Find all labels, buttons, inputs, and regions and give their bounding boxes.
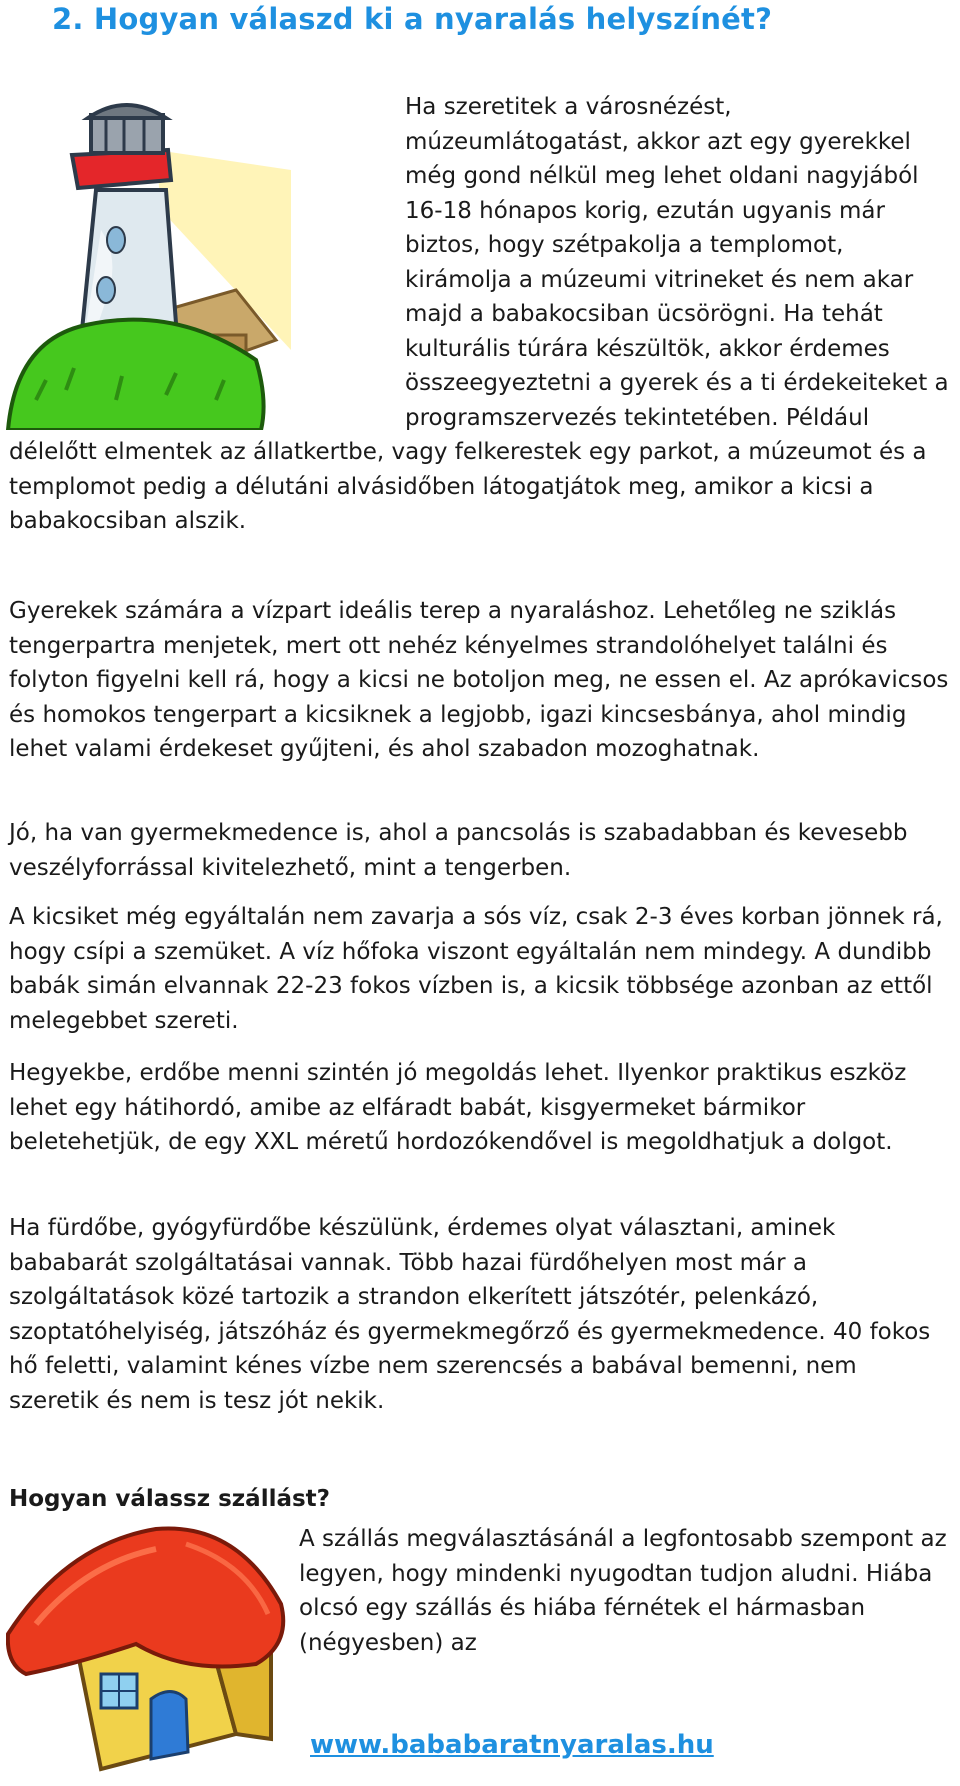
paragraph-kids-pool: Jó, ha van gyermekmedence is, ahol a pancsolás is szabadabban és kevesebb veszélyforrással kivitelezhető, mint a tengerben. xyxy=(9,820,908,881)
paragraph-mountains: Hegyekbe, erdőbe menni szintén jó megoldás lehet. Ilyenkor praktikus eszköz lehet egy hátihordó, amibe az elfáradt babát, kisgyermeket bármikor beletehetjük, de egy XXL méretű hordozókendővel is megoldhatjuk a dolgot. xyxy=(9,1060,907,1155)
section-title: 2. Hogyan válaszd ki a nyaralás helyszínét? xyxy=(52,2,773,36)
footer-website-link[interactable]: www.bababaratnyaralas.hu xyxy=(310,1730,714,1760)
paragraph-text: A szállás megválasztásánál a legfontosabb szempont az legyen, hogy mindenki nyugodtan tudjon aludni. Hiába olcsó egy szállás és hiába férnétek el hármasban (négyesben) az xyxy=(299,1526,947,1656)
paragraph-city-sightseeing xyxy=(9,90,949,539)
paragraph-salt-water: A kicsiket még egyáltalán nem zavarja a sós víz, csak 2-3 éves korban jönnek rá, hogy csípi a szemüket. A víz hőfoka viszont egyáltalán nem mindegy. A dundibb babák simán elvannak 22-23 fokos vízben is, a kicsik többsége azonban az ettől melegebbet szereti. xyxy=(9,904,943,1034)
image-spacer xyxy=(9,1522,299,1662)
paragraph-spa: Ha fürdőbe, gyógyfürdőbe készülünk, érdemes olyat választani, aminek bababarát szolgáltatásai vannak. Több hazai fürdőhelyen most már a szolgáltatások közé tartozik a strandon elkerített játszótér, pelenkázó, szoptatóhelyiség, játszóház és gyermekmegőrző és gyermekmedence. 40 fokos hő feletti, valamint kénes vízbe nem szerencsés a babával bemenni, nem szeretik és nem is tesz jót nekik. xyxy=(9,1215,931,1414)
accommodation-heading: Hogyan válassz szállást? xyxy=(9,1486,331,1512)
paragraph-accommodation xyxy=(9,1522,949,1662)
image-spacer xyxy=(9,90,405,435)
paragraph-waterside: Gyerekek számára a vízpart ideális terep a nyaraláshoz. Lehetőleg ne sziklás tengerpartra menjetek, mert ott nehéz kényelmes strandolóhelyet találni és folyton figyelni kell rá, hogy a kicsi ne botoljon meg, ne essen el. Az aprókavicsos és homokos tengerpart a kicsiknek a legjobb, igazi kincsesbánya, ahol mindig lehet valami érdekeset gyűjteni, és ahol szabadon mozoghatnak. xyxy=(9,598,949,762)
paragraph-text: Ha szeretitek a városnézést, múzeumlátogatást, akkor azt egy gyerekkel még gond nélkül meg lehet oldani nagyjából 16-18 hónapos korig, ezután ugyanis már biztos, hogy szétpakolja a templomot, kirámolja a múzeumi vitrineket és nem akar majd a babakocsiban ücsörögni. Ha tehát kulturális túrára készültök, akkor érdemes összeegyeztetni a gyerek és a ti érdekeiteket a programszervezés tekintetében. Például délelőtt elmentek az állatkertbe, vagy felkerestek egy parkot, a múzeumot és a templomot pedig a délutáni alvásidőben látogatjátok meg, amikor a kicsi a babakocsiban alszik. xyxy=(9,94,949,534)
